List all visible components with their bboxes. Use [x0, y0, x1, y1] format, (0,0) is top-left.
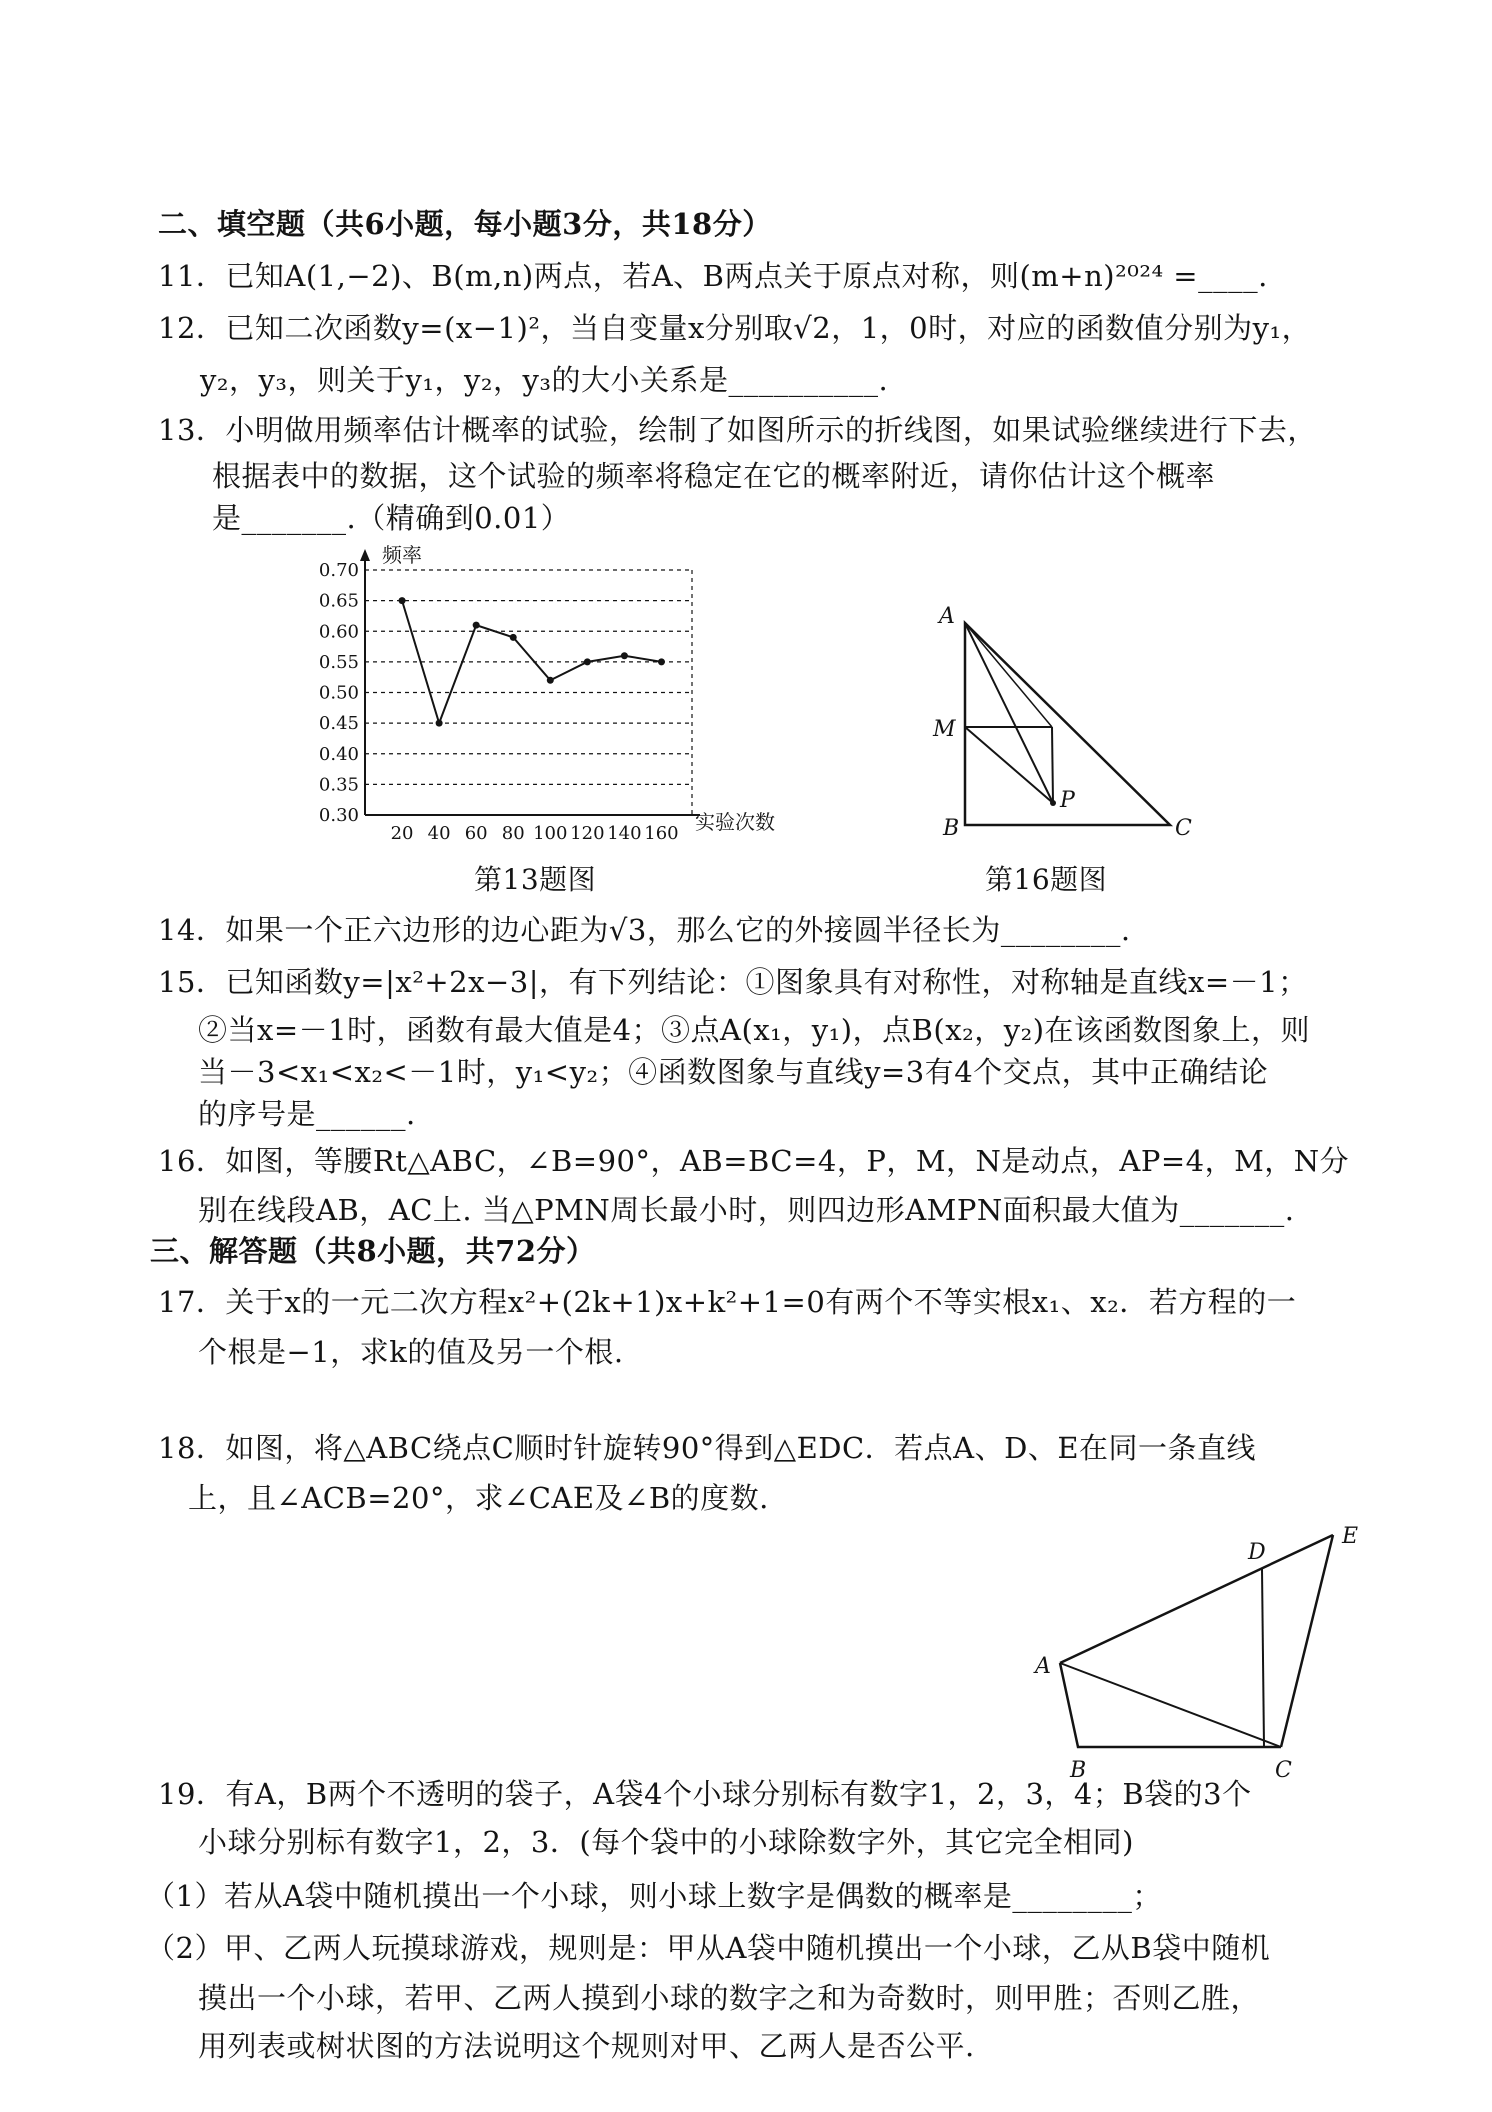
question-19-part-1: （1）若从A袋中随机摸出一个小球，则小球上数字是偶数的概率是________；	[146, 1879, 1162, 1913]
question-15-line-1: 15．已知函数y=|x²+2x−3|，有下列结论：①图象具有对称性，对称轴是直线x=－1；	[158, 965, 1308, 999]
figure-16-triangle	[925, 595, 1195, 845]
frequency-line-chart	[300, 545, 820, 845]
data-point	[436, 720, 443, 727]
question-18-line-2: 上，且∠ACB=20°，求∠CAE及∠B的度数.	[188, 1481, 769, 1515]
x-tick-label: 80	[501, 823, 525, 844]
data-point	[399, 597, 406, 604]
question-13-line-3: 是_______.（精确到0.01）	[212, 501, 571, 535]
figure-16-caption: 第16题图	[985, 863, 1108, 896]
data-point	[658, 658, 665, 665]
x-axis-label: 实验次数	[695, 810, 775, 834]
question-13-line-2: 根据表中的数据，这个试验的频率将稳定在它的概率附近，请你估计这个概率	[212, 459, 1216, 493]
label-b: B	[943, 816, 960, 841]
question-11: 11．已知A(1,−2)、B(m,n)两点，若A、B两点关于原点对称，则(m+n)²⁰²⁴ =____.	[158, 259, 1268, 293]
label-e: E	[1342, 1524, 1359, 1549]
label-a: A	[1035, 1654, 1051, 1679]
question-18-line-1: 18．如图，将△ABC绕点C顺时针旋转90°得到△EDC．若点A、D、E在同一条直线	[158, 1431, 1257, 1465]
y-axis-label: 频率	[382, 545, 422, 567]
x-tick-label: 40	[427, 823, 451, 844]
label-d: D	[1248, 1540, 1266, 1565]
label-m: M	[933, 717, 956, 742]
x-tick-label: 140	[607, 823, 642, 844]
question-16-line-2: 别在线段AB，AC上. 当△PMN周长最小时，则四边形AMPN面积最大值为_______.	[198, 1193, 1295, 1227]
y-tick-label: 0.45	[318, 713, 359, 735]
data-point	[584, 658, 591, 665]
question-12-line-2: y₂，y₃，则关于y₁，y₂，y₃的大小关系是__________.	[200, 363, 889, 397]
line-a-e	[1060, 1535, 1333, 1663]
y-tick-label: 0.35	[318, 774, 359, 796]
data-point	[547, 677, 554, 684]
question-19-part-2-line-1: （2）甲、乙两人玩摸球游戏，规则是：甲从A袋中随机摸出一个小球，乙从B袋中随机	[146, 1931, 1271, 1965]
section-2-header: 二、填空题（共6小题，每小题3分，共18分）	[158, 207, 772, 241]
question-12-line-1: 12．已知二次函数y=(x−1)²，当自变量x分别取√2，1，0时，对应的函数值分别为y₁，	[158, 311, 1312, 345]
label-a: A	[939, 604, 955, 629]
question-17-line-2: 个根是−1，求k的值及另一个根.	[198, 1335, 624, 1369]
question-16-line-1: 16．如图，等腰Rt△ABC，∠B=90°，AB=BC=4，P，M，N是动点，AP=4，M，N分	[158, 1144, 1350, 1178]
label-c: C	[1275, 1758, 1292, 1783]
segment-e-c	[1281, 1535, 1333, 1747]
x-tick-label: 160	[644, 823, 679, 844]
question-17-line-1: 17．关于x的一元二次方程x²+(2k+1)x+k²+1=0有两个不等实根x₁、x₂．若方程的一	[158, 1285, 1297, 1319]
question-15-line-2: ②当x=－1时，函数有最大值是4；③点A(x₁，y₁)，点B(x₂，y₂)在该函数图象上，则	[198, 1013, 1311, 1047]
x-tick-label: 120	[570, 823, 605, 844]
y-tick-label: 0.65	[318, 590, 359, 612]
x-tick-label: 20	[390, 823, 414, 844]
data-point	[621, 652, 628, 659]
y-tick-label: 0.55	[318, 651, 359, 673]
section-3-header: 三、解答题（共8小题，共72分）	[150, 1234, 596, 1268]
label-c: C	[1175, 816, 1192, 841]
y-tick-labels	[319, 560, 359, 826]
gridlines	[365, 570, 692, 815]
label-p: P	[1060, 788, 1075, 813]
y-tick-label: 0.30	[318, 805, 359, 826]
x-tick-label: 100	[533, 823, 568, 844]
question-19-line-2: 小球分别标有数字1，2，3．(每个袋中的小球除数字外，其它完全相同)	[198, 1825, 1134, 1859]
question-15-line-3: 当－3<x₁<x₂<－1时，y₁<y₂；④函数图象与直线y=3有4个交点，其中正确结论	[198, 1055, 1269, 1089]
x-tick-labels	[391, 823, 679, 844]
figure-13-caption: 第13题图	[474, 863, 597, 896]
segment-d-c	[1262, 1569, 1264, 1747]
question-19-part-2-line-2: 摸出一个小球，若甲、乙两人摸到小球的数字之和为奇数时，则甲胜；否则乙胜，	[198, 1981, 1261, 2015]
x-tick-label: 60	[464, 823, 488, 844]
y-tick-label: 0.70	[318, 560, 359, 581]
segment-m-p	[965, 727, 1053, 803]
question-15-line-4: 的序号是______.	[198, 1097, 416, 1131]
question-14: 14．如果一个正六边形的边心距为√3，那么它的外接圆半径长为________.	[158, 913, 1131, 947]
point-p	[1050, 800, 1056, 806]
y-axis-arrow	[360, 549, 370, 561]
segment-n-p	[1052, 727, 1053, 803]
y-tick-label: 0.50	[318, 682, 359, 704]
segment-a-c	[1060, 1663, 1281, 1747]
y-tick-label: 0.40	[318, 743, 359, 765]
data-point	[473, 622, 480, 629]
question-13-line-1: 13．小明做用频率估计概率的试验，绘制了如图所示的折线图，如果试验继续进行下去，	[158, 413, 1317, 447]
figure-18-rotation	[1020, 1515, 1400, 1790]
question-19-part-2-line-3: 用列表或树状图的方法说明这个规则对甲、乙两人是否公平.	[198, 2029, 975, 2063]
question-19-line-1: 19．有A，B两个不透明的袋子，A袋4个小球分别标有数字1，2，3，4；B袋的3个	[158, 1777, 1252, 1811]
label-b: B	[1070, 1758, 1087, 1783]
data-point	[510, 634, 517, 641]
y-tick-label: 0.60	[318, 621, 359, 643]
